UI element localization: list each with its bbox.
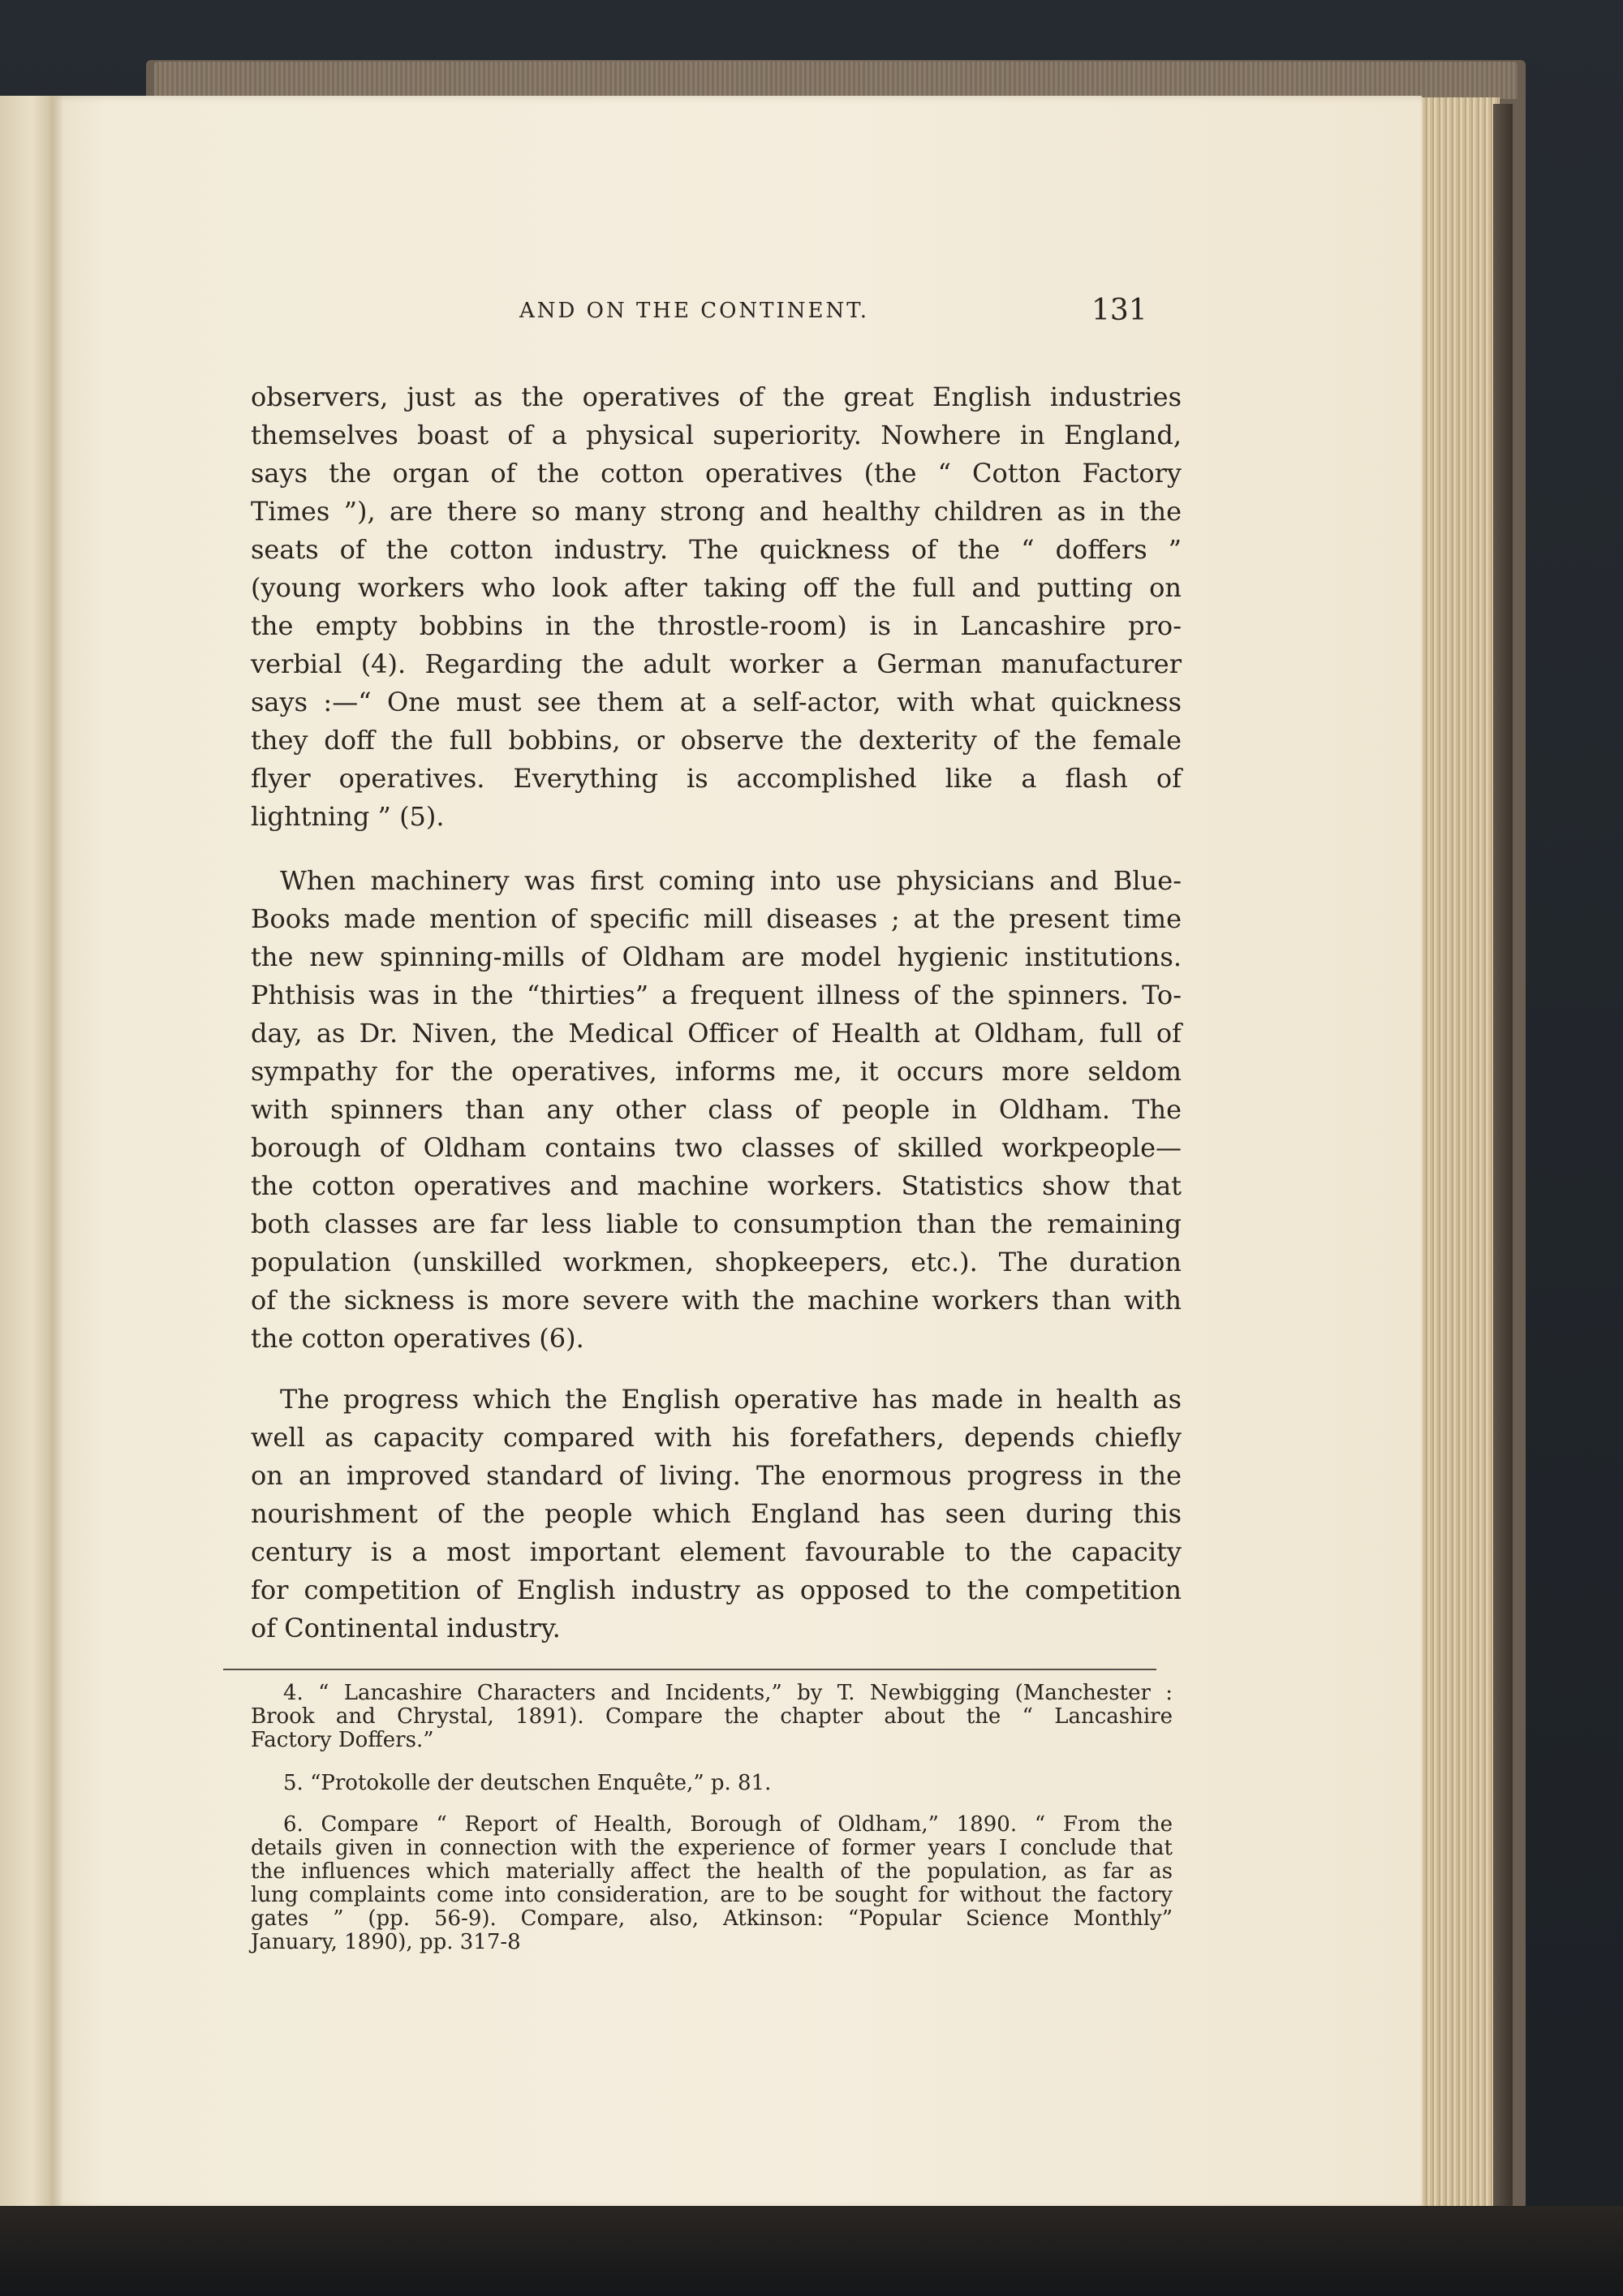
text-line: flyer operatives. Everything is accomplished like a flash of <box>251 763 1182 794</box>
text-line: the empty bobbins in the throstle-room) is in Lancashire pro- <box>251 610 1182 641</box>
text-line: verbial (4). Regarding the adult worker a German manufacturer <box>251 648 1182 679</box>
footnote-divider <box>223 1669 1156 1670</box>
text-line: of Continental industry. <box>251 1613 561 1643</box>
paragraph-3 <box>251 1381 1182 1648</box>
text-line: day, as Dr. Niven, the Medical Officer of Health at Oldham, full of <box>251 1018 1182 1049</box>
footnote-line: lung complaints come into consideration, are to be sought for without the factory <box>251 1883 1173 1907</box>
fore-edge-shadow <box>1493 104 1513 2214</box>
text-line: themselves boast of a physical superiority. Nowhere in England, <box>251 420 1182 450</box>
footnote-4 <box>251 1682 1173 1752</box>
footnote-line: the influences which materially affect the health of the population, as far as <box>251 1859 1173 1884</box>
text-line: population (unskilled workmen, shopkeepers, etc.). The duration <box>251 1247 1182 1277</box>
text-line: Books made mention of specific mill diseases ; at the present time <box>251 903 1182 934</box>
footnote-line: 5. “Protokolle der deutschen Enquête,” p. 81. <box>283 1771 772 1795</box>
page-number: 131 <box>1091 294 1147 327</box>
text-line: they doff the full bobbins, or observe the dexterity of the female <box>251 725 1182 756</box>
footnote-line: January, 1890), pp. 317-8 <box>251 1930 521 1954</box>
text-line: the new spinning-mills of Oldham are model hygienic institutions. <box>251 941 1182 972</box>
footnote-line: Factory Doffers.” <box>251 1728 434 1752</box>
facing-page-edge <box>0 96 54 2206</box>
text-line: the cotton operatives and machine workers. Statistics show that <box>251 1170 1182 1201</box>
text-line: When machinery was first coming into use physicians and Blue- <box>280 865 1182 896</box>
text-line: observers, just as the operatives of the great English industries <box>251 381 1182 412</box>
footnote-line: 4. “ Lancashire Characters and Incidents,” by T. Newbigging (Manchester : <box>283 1681 1173 1705</box>
running-head: AND ON THE CONTINENT. <box>519 299 870 323</box>
text-line: borough of Oldham contains two classes of skilled workpeople— <box>251 1132 1182 1163</box>
footnote-6 <box>251 1813 1173 1954</box>
text-line: Phthisis was in the “thirties” a frequent illness of the spinners. To- <box>251 980 1182 1010</box>
page-gutter <box>50 96 63 2209</box>
footnote-line: 6. Compare “ Report of Health, Borough of Oldham,” 1890. “ From the <box>283 1812 1173 1837</box>
paragraph-2 <box>251 862 1182 1358</box>
text-line: lightning ” (5). <box>251 801 445 832</box>
text-line: (young workers who look after taking off the full and putting on <box>251 572 1182 603</box>
footnote-line: Brook and Chrystal, 1891). Compare the chapter about the “ Lancashire <box>251 1704 1173 1729</box>
text-line: on an improved standard of living. The enormous progress in the <box>251 1460 1182 1491</box>
page-stack-fore-edge <box>1410 97 1500 2216</box>
paragraph-1 <box>251 378 1182 836</box>
footnote-line: details given in connection with the experience of former years I conclude that <box>251 1836 1173 1860</box>
footnote-5 <box>251 1772 1173 1795</box>
text-line: says the organ of the cotton operatives (the “ Cotton Factory <box>251 458 1182 489</box>
text-line: well as capacity compared with his forefathers, depends chiefly <box>251 1422 1182 1453</box>
text-line: the cotton operatives (6). <box>251 1323 584 1354</box>
text-line: with spinners than any other class of people in Oldham. The <box>251 1094 1182 1125</box>
footnote-line: gates ” (pp. 56-9). Compare, also, Atkinson: “Popular Science Monthly” <box>251 1906 1173 1931</box>
text-line: century is a most important element favourable to the capacity <box>251 1536 1182 1567</box>
text-line: The progress which the English operative has made in health as <box>280 1384 1182 1415</box>
text-line: both classes are far less liable to consumption than the remaining <box>251 1208 1182 1239</box>
text-line: seats of the cotton industry. The quickness of the “ doffers ” <box>251 534 1182 565</box>
text-line: sympathy for the operatives, informs me, it occurs more seldom <box>251 1056 1182 1087</box>
text-line: for competition of English industry as opposed to the competition <box>251 1574 1182 1605</box>
text-line: nourishment of the people which England has seen during this <box>251 1498 1182 1529</box>
text-line: says :—“ One must see them at a self-actor, with what quickness <box>251 687 1182 717</box>
book-cover-top-edge <box>154 62 1518 99</box>
text-line: Times ”), are there so many strong and healthy children as in the <box>251 496 1182 527</box>
bottom-shadow <box>0 2206 1623 2296</box>
text-line: of the sickness is more severe with the machine workers than with <box>251 1285 1182 1316</box>
